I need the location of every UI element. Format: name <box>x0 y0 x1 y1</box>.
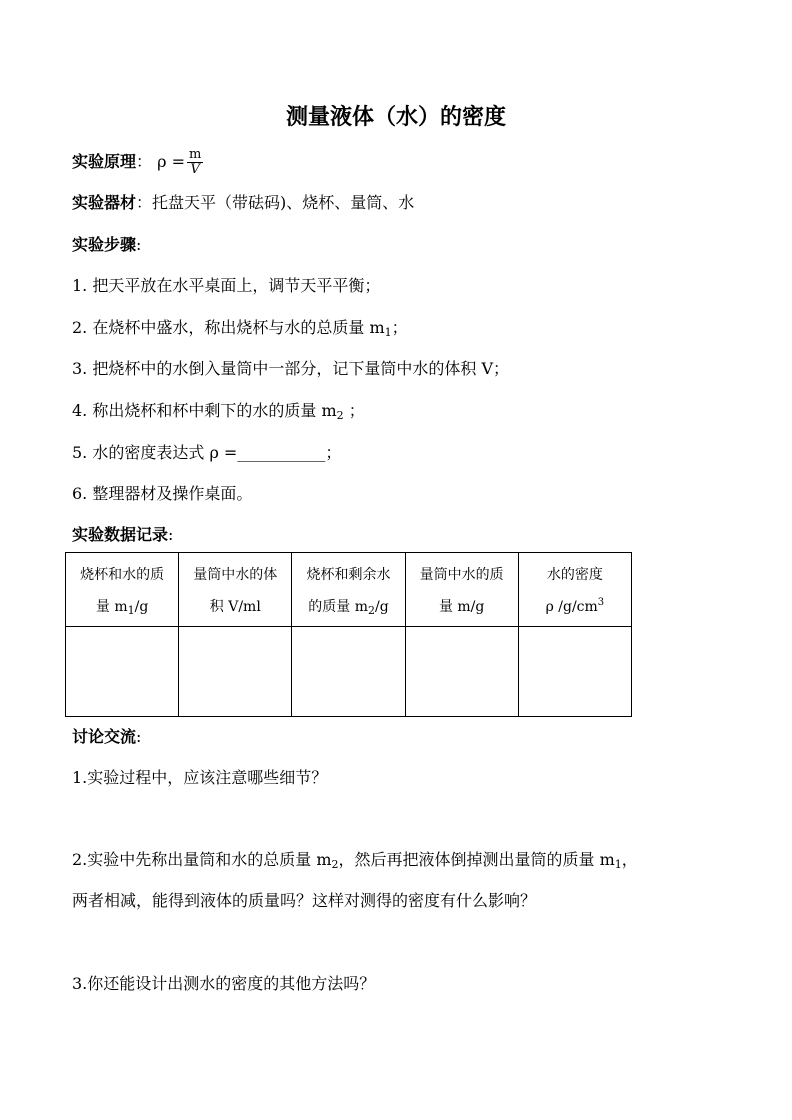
step-4 <box>72 398 365 421</box>
steps-heading <box>72 232 141 255</box>
header-3-line1: 烧杯和剩余水 <box>306 567 391 583</box>
header-1-line1: 烧杯和水的质 <box>80 567 165 583</box>
step-2-text: 2. 在烧杯中盛水，称出烧杯与水的总质量 m <box>72 318 385 337</box>
header-1-sub: 1 <box>127 604 135 617</box>
discussion-colon: : <box>136 727 142 746</box>
step-5: 5. 水的密度表达式 ρ =___________； <box>72 443 342 462</box>
header-3-tail: /g <box>374 599 389 615</box>
question-2-sub2: 1 <box>614 858 622 871</box>
equipment-colon: ： <box>136 193 153 212</box>
principle-label: 实验原理 <box>72 152 137 171</box>
question-1: 1.实验过程中，应该注意哪些细节？ <box>72 768 328 787</box>
header-cell-4 <box>405 553 518 627</box>
steps-label: 实验步骤 <box>72 235 137 254</box>
discussion-label: 讨论交流 <box>72 727 137 746</box>
header-5-sup: 3 <box>597 597 605 608</box>
question-2-part-a: 2.实验中先称出量筒和水的总质量 m <box>72 850 332 869</box>
fraction-denominator: V <box>190 162 200 177</box>
table-cell[interactable] <box>518 627 631 717</box>
step-3: 3. 把烧杯中的水倒入量筒中一部分，记下量筒中水的体积 V； <box>72 359 509 378</box>
step-1: 1. 把天平放在水平桌面上，调节天平平衡； <box>72 276 381 295</box>
principle-colon: ： <box>136 152 153 171</box>
header-3-line2: 的质量 m <box>308 599 368 615</box>
question-2-part-b: ，然后再把液体倒掉测出量筒的质量 m <box>338 850 615 869</box>
table-cell[interactable] <box>66 627 179 717</box>
density-fraction <box>187 148 203 177</box>
header-2-line1: 量筒中水的体 <box>193 567 278 583</box>
fraction-numerator: m <box>189 147 202 162</box>
header-1-tail: /g <box>134 599 149 615</box>
principle-line <box>72 148 203 177</box>
table-cell[interactable] <box>179 627 292 717</box>
header-4-line2: 量 m/g <box>438 599 485 615</box>
step-2-tail: ； <box>391 318 408 337</box>
step-4-tail: ； <box>343 401 365 420</box>
step-4-text: 4. 称出烧杯和杯中剩下的水的质量 m <box>72 401 337 420</box>
equipment-text: 托盘天平（带砝码)、烧杯、量筒、水 <box>152 193 415 212</box>
header-1-line2: 量 m <box>95 599 128 615</box>
question-2-line1 <box>72 847 638 870</box>
step-2 <box>72 315 408 338</box>
question-2-line2: 两者相减，能得到液体的质量吗？这样对测得的密度有什么影响？ <box>72 891 537 910</box>
step-4-sub: 2 <box>336 409 344 422</box>
step-6: 6. 整理器材及操作桌面。 <box>72 484 253 503</box>
question-2-sub1: 2 <box>331 858 339 871</box>
header-cell-2 <box>179 553 292 627</box>
header-5-line2: ρ /g/cm <box>545 599 598 615</box>
header-cell-1 <box>66 553 179 627</box>
equipment-line <box>72 190 414 213</box>
question-2-part-c: ， <box>621 850 638 869</box>
discussion-heading <box>72 724 141 747</box>
header-3-sub: 2 <box>367 604 375 617</box>
data-heading <box>72 522 173 545</box>
header-4-line1: 量筒中水的质 <box>419 567 504 583</box>
data-table <box>65 552 632 717</box>
header-5-line1: 水的密度 <box>546 567 603 583</box>
header-cell-3 <box>292 553 405 627</box>
principle-rho: ρ = <box>157 152 186 171</box>
header-cell-5 <box>518 553 631 627</box>
step-2-sub: 1 <box>384 326 392 339</box>
header-2-line2: 积 V/ml <box>209 599 261 615</box>
data-label: 实验数据记录 <box>72 525 169 544</box>
steps-colon: : <box>136 235 142 254</box>
table-cell[interactable] <box>292 627 405 717</box>
equipment-label: 实验器材 <box>72 193 137 212</box>
data-colon: : <box>168 525 174 544</box>
question-3: 3.你还能设计出测水的密度的其他方法吗？ <box>72 974 376 993</box>
table-cell[interactable] <box>405 627 518 717</box>
table-row <box>66 627 632 717</box>
table-header-row <box>66 553 632 627</box>
page-title: 测量液体（水）的密度 <box>285 105 506 130</box>
